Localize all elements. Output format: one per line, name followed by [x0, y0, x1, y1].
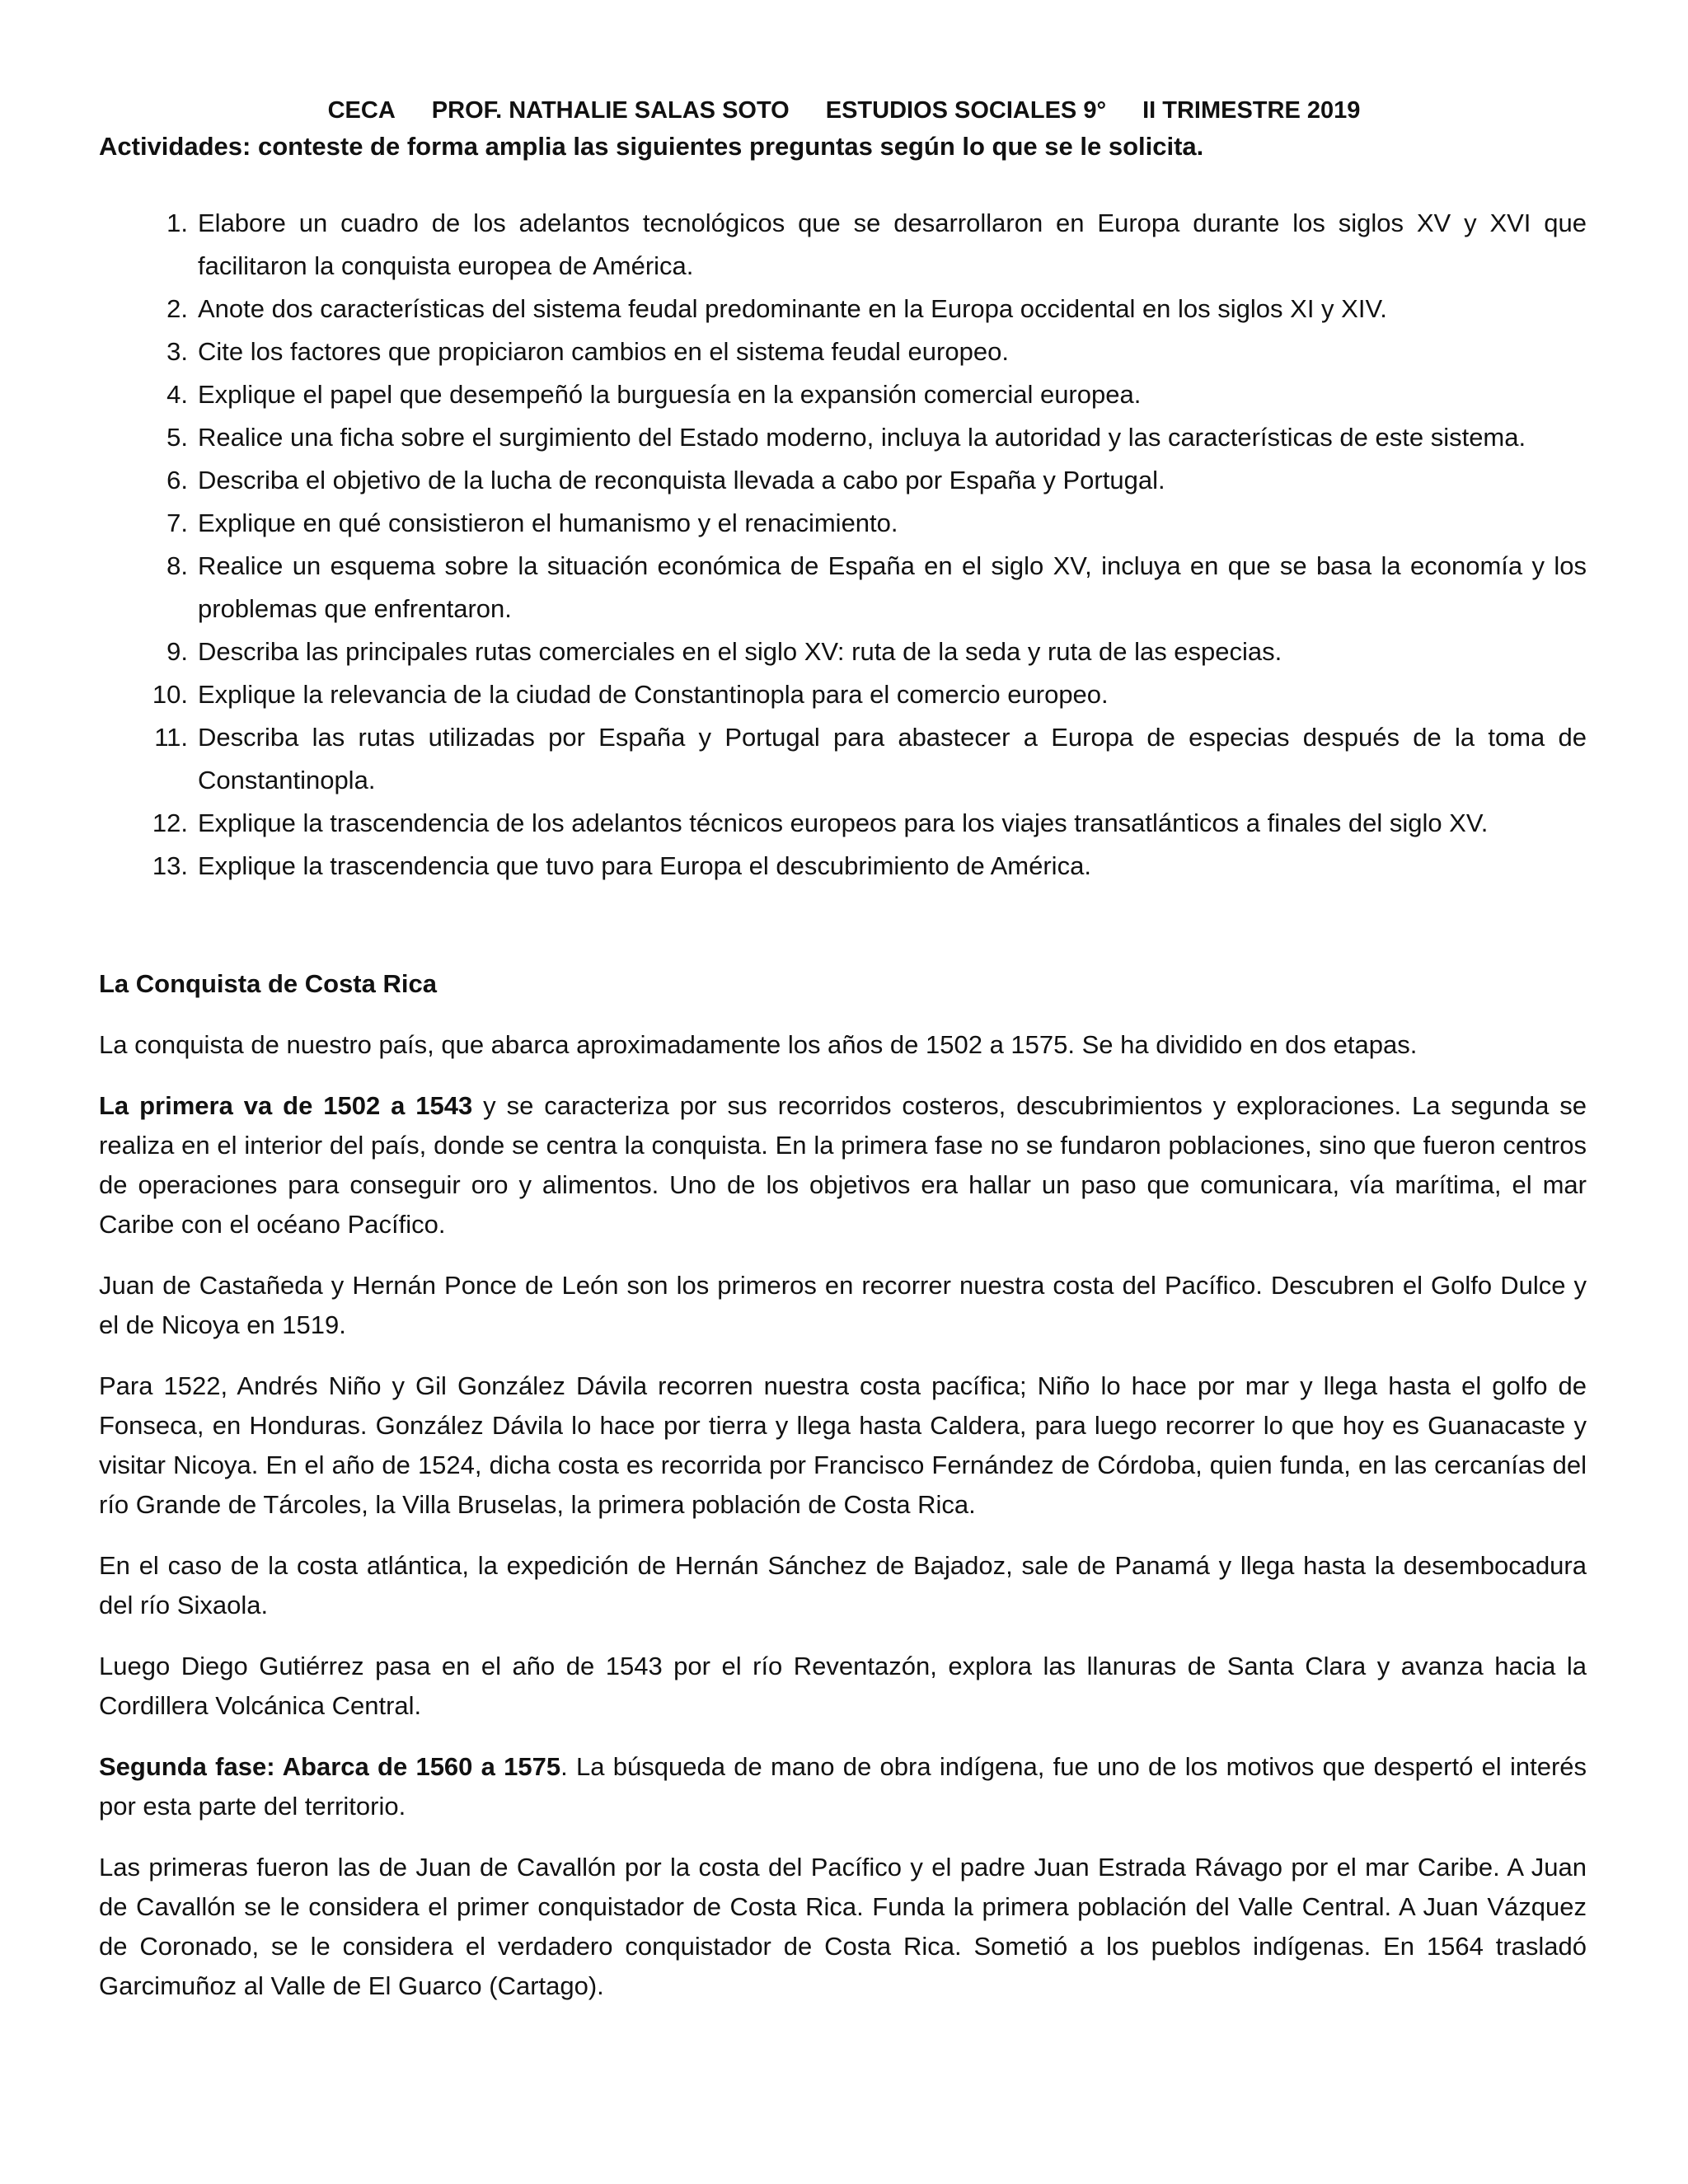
- item-text: Explique la trascendencia que tuvo para Europa el descubrimiento de América.: [198, 851, 1091, 880]
- paragraph-gutierrez: Luego Diego Gutiérrez pasa en el año de 1543 por el río Reventazón, explora las llanuras de Santa Clara y avanza hacia la Cordillera Volcánica Central.: [99, 1652, 1587, 1720]
- item-text: Elabore un cuadro de los adelantos tecnológicos que se desarrollaron en Europa durante los siglos XV y XVI que facilitaron la conquista europea de América.: [198, 209, 1587, 280]
- paragraph-atlantic-coast: En el caso de la costa atlántica, la expedición de Hernán Sánchez de Bajadoz, sale de Panamá y llega hasta la desembocadura del río Sixaola.: [99, 1551, 1587, 1619]
- paragraph-overview: La conquista de nuestro país, que abarca aproximadamente los años de 1502 a 1575. Se ha dividido en dos etapas.: [99, 1030, 1418, 1059]
- item-text: Anote dos características del sistema feudal predominante en la Europa occidental en los siglos XI y XIV.: [198, 294, 1387, 323]
- header-term: II TRIMESTRE 2019: [1142, 97, 1361, 124]
- item-text: Explique el papel que desempeñó la burguesía en la expansión comercial europea.: [198, 380, 1142, 409]
- paragraph-cavallon: Las primeras fueron las de Juan de Cavallón por la costa del Pacífico y el padre Juan Estrada Rávago por el mar Caribe. A Juan de Cavallón se le considera el primer conquistador de Costa Rica. Funda la primera población del Valle Central. A Juan Vázquez de Coronado, se le considera el verdadero conquistador de Costa Rica. Sometió a los pueblos indígenas. En 1564 trasladó Garcimuñoz al Valle de El Guarco (Cartago).: [99, 1853, 1587, 2000]
- item-number: 1.: [166, 209, 188, 237]
- list-item: [152, 845, 1587, 888]
- list-item: [166, 202, 1587, 288]
- item-text: Realice un esquema sobre la situación económica de España en el siglo XV, incluya en que se basa la economía y los problemas que enfrentaron.: [198, 551, 1587, 623]
- paragraph-second-phase: [99, 1747, 1587, 1826]
- item-number: 6.: [166, 466, 188, 494]
- item-text: Describa el objetivo de la lucha de reconquista llevada a cabo por España y Portugal.: [198, 466, 1165, 494]
- item-text: Describa las rutas utilizadas por España y Portugal para abastecer a Europa de especias después de la toma de Constantinopla.: [198, 723, 1587, 794]
- list-item: [166, 330, 1587, 373]
- item-number: 2.: [166, 294, 188, 323]
- item-text: Cite los factores que propiciaron cambios en el sistema feudal europeo.: [198, 337, 1009, 366]
- second-phase-heading: Segunda fase: Abarca de 1560 a 1575: [99, 1752, 561, 1781]
- item-number: 7.: [166, 509, 188, 537]
- questions-list: [152, 202, 1587, 888]
- item-number: 4.: [166, 380, 188, 409]
- list-item: [154, 716, 1587, 802]
- item-number: 11.: [154, 723, 188, 752]
- item-number: 9.: [166, 637, 188, 666]
- list-item: [166, 545, 1587, 630]
- item-number: 10.: [152, 680, 188, 709]
- item-text: Realice una ficha sobre el surgimiento del Estado moderno, incluya la autoridad y las características de este sistema.: [198, 423, 1526, 452]
- header-teacher: PROF. NATHALIE SALAS SOTO: [431, 97, 790, 124]
- item-number: 13.: [152, 851, 188, 880]
- paragraph-1522: Para 1522, Andrés Niño y Gil González Dávila recorren nuestra costa pacífica; Niño lo hace por mar y llega hasta el golfo de Fonseca, en Honduras. González Dávila lo hace por tierra y llega hasta Caldera, para luego recorrer lo que hoy es Guanacaste y visitar Nicoya. En el año de 1524, dicha costa es recorrida por Francisco Fernández de Córdoba, quien funda, en las cercanías del río Grande de Tárcoles, la Villa Bruselas, la primera población de Costa Rica.: [99, 1371, 1587, 1519]
- list-item: [166, 502, 1587, 545]
- item-number: 8.: [166, 551, 188, 580]
- paragraph-castaneda: Juan de Castañeda y Hernán Ponce de León son los primeros en recorrer nuestra costa del Pacífico. Descubren el Golfo Dulce y el de Nicoya en 1519.: [99, 1271, 1587, 1339]
- item-number: 3.: [166, 337, 188, 366]
- list-item: [166, 459, 1587, 502]
- conquest-section: [99, 964, 1587, 2027]
- list-item: [152, 673, 1587, 716]
- second-phase-text: . La búsqueda de mano de obra indígena, fue uno de los motivos que despertó el interés por esta parte del territorio.: [99, 1752, 1587, 1821]
- list-item: [166, 373, 1587, 416]
- first-phase-text: y se caracteriza por sus recorridos costeros, descubrimientos y exploraciones. La segunda se realiza en el interior del país, donde se centra la conquista. En la primera fase no se fundaron poblaciones, sino que fueron centros de operaciones para conseguir oro y alimentos. Uno de los objetivos era hallar un paso que comunicara, vía marítima, el mar Caribe con el océano Pacífico.: [99, 1091, 1587, 1239]
- item-text: Describa las principales rutas comerciales en el siglo XV: ruta de la seda y ruta de las especias.: [198, 637, 1282, 666]
- list-item: [166, 288, 1587, 330]
- section-title: La Conquista de Costa Rica: [99, 969, 437, 998]
- item-text: Explique la trascendencia de los adelantos técnicos europeos para los viajes transatlánticos a finales del siglo XV.: [198, 808, 1489, 837]
- list-item: [166, 630, 1587, 673]
- item-number: 12.: [152, 808, 188, 837]
- activities-instructions: Actividades: conteste de forma amplia las siguientes preguntas según lo que se le solicita.: [99, 132, 1204, 161]
- first-phase-heading: La primera va de 1502 a 1543: [99, 1091, 473, 1120]
- document-header: [0, 97, 1688, 124]
- paragraph-first-phase: [99, 1086, 1587, 1244]
- item-number: 5.: [166, 423, 188, 452]
- list-item: [166, 416, 1587, 459]
- list-item: [152, 802, 1587, 845]
- item-text: Explique en qué consistieron el humanismo y el renacimiento.: [198, 509, 898, 537]
- item-text: Explique la relevancia de la ciudad de Constantinopla para el comercio europeo.: [198, 680, 1109, 709]
- header-school: CECA: [327, 97, 396, 124]
- header-subject: ESTUDIOS SOCIALES 9°: [825, 97, 1107, 124]
